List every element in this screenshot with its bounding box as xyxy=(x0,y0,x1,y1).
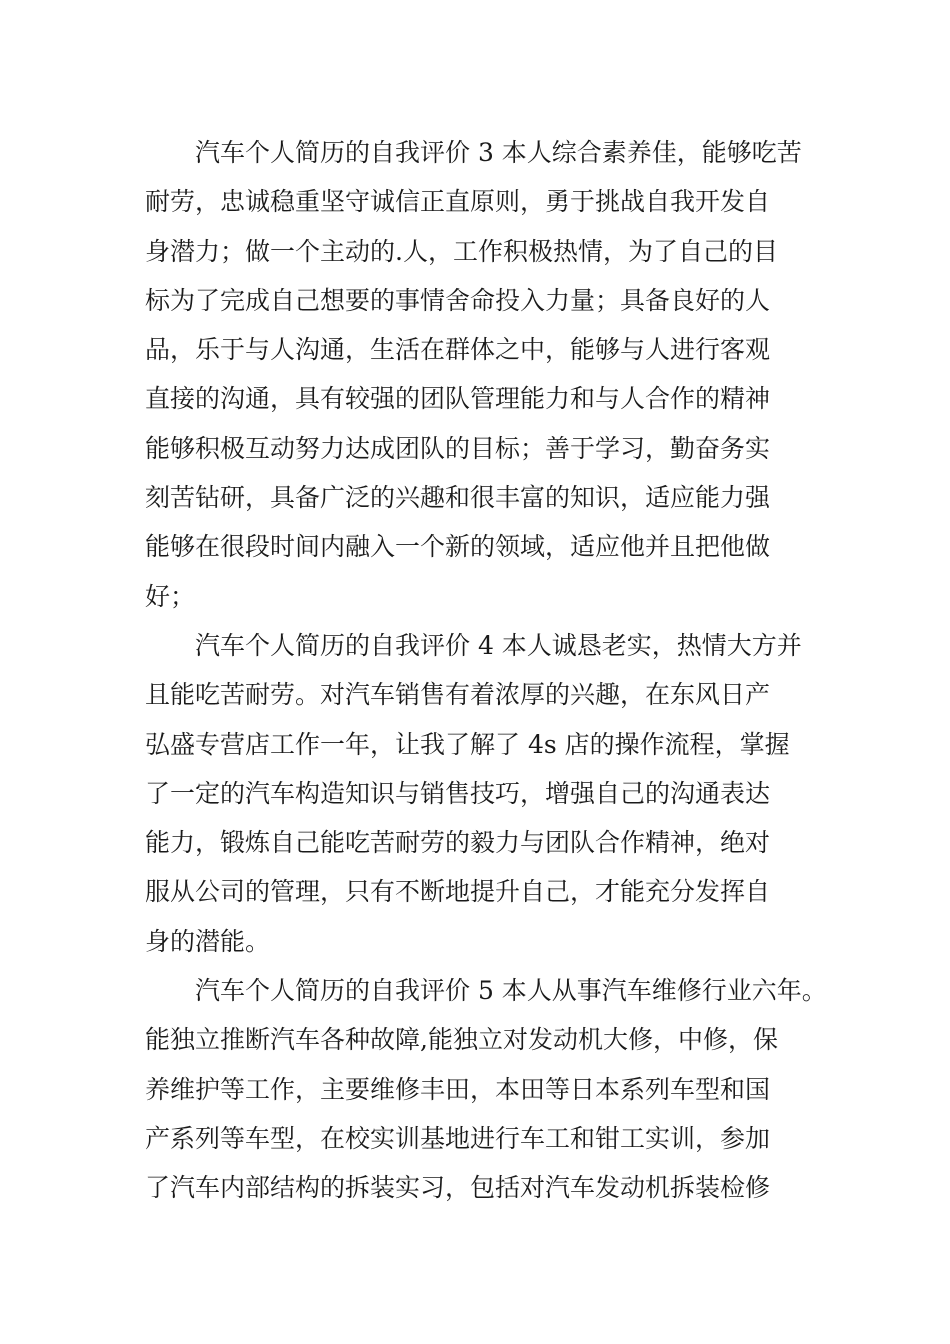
paragraph-line: 且能吃苦耐劳。对汽车销售有着浓厚的兴趣，在东风日产 xyxy=(145,680,771,710)
paragraph-line: 产系列等车型，在校实训基地进行车工和钳工实训，参加 xyxy=(145,1123,771,1153)
document-body xyxy=(145,128,827,1213)
paragraph-line: 服从公司的管理，只有不断地提升自己，才能充分发挥自 xyxy=(145,877,771,907)
paragraph-line: 汽车个人简历的自我评价 4 本人诚恳老实，热情大方并 xyxy=(195,630,802,660)
paragraph-self-evaluation-4 xyxy=(145,621,815,966)
paragraph-line: 好； xyxy=(145,581,196,611)
paragraph-line: 了一定的汽车构造知识与销售技巧，增强自己的沟通表达 xyxy=(145,778,771,808)
paragraph-line: 身的潜能。 xyxy=(145,926,271,956)
paragraph-self-evaluation-3 xyxy=(145,128,815,621)
paragraph-line: 耐劳，忠诚稳重坚守诚信正直原则，勇于挑战自我开发自 xyxy=(145,187,771,217)
paragraph-line: 汽车个人简历的自我评价 5 本人从事汽车维修行业六年。 xyxy=(195,976,827,1006)
paragraph-line: 弘盛专营店工作一年，让我了解了 4s 店的操作流程，掌握 xyxy=(145,729,790,759)
paragraph-self-evaluation-5 xyxy=(145,966,827,1212)
paragraph-line: 身潜力；做一个主动的.人，工作积极热情，为了自己的目 xyxy=(145,236,778,266)
paragraph-line: 刻苦钻研，具备广泛的兴趣和很丰富的知识，适应能力强 xyxy=(145,483,771,513)
paragraph-line: 能力，锻炼自己能吃苦耐劳的毅力与团队合作精神，绝对 xyxy=(145,828,771,858)
paragraph-line: 能够在很段时间内融入一个新的领域，适应他并且把他做 xyxy=(145,532,771,562)
paragraph-line: 能独立推断汽车各种故障,能独立对发动机大修，中修，保 xyxy=(145,1025,778,1055)
paragraph-line: 直接的沟通，具有较强的团队管理能力和与人合作的精神 xyxy=(145,384,771,414)
paragraph-line: 标为了完成自己想要的事情舍命投入力量；具备良好的人 xyxy=(145,285,771,315)
paragraph-line: 能够积极互动努力达成团队的目标；善于学习，勤奋务实 xyxy=(145,433,771,463)
paragraph-line: 养维护等工作，主要维修丰田，本田等日本系列车型和国 xyxy=(145,1074,771,1104)
paragraph-line: 汽车个人简历的自我评价 3 本人综合素养佳，能够吃苦 xyxy=(195,138,802,167)
paragraph-line: 品，乐于与人沟通，生活在群体之中，能够与人进行客观 xyxy=(145,335,771,365)
paragraph-line: 了汽车内部结构的拆装实习，包括对汽车发动机拆装检修 xyxy=(145,1173,771,1203)
